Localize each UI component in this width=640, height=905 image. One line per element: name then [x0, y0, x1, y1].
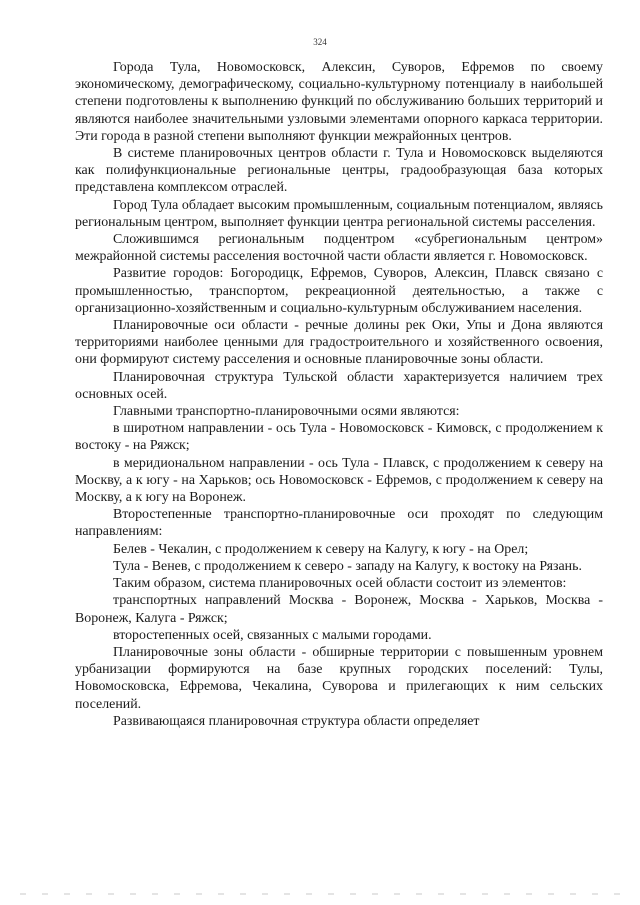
- paragraph: Планировочные зоны области - обширные территории с повышенным уровнем урбанизации формируются на базе крупных городских поселений: Тулы, Новомосковска, Ефремова, Чекалина, Суворова и прилегающих к ним сельских поселений.: [75, 644, 603, 712]
- paragraph: Город Тула обладает высоким промышленным, социальным потенциалом, являясь региональным центром, выполняет функции центра региональной системы расселения.: [75, 197, 603, 230]
- paragraph: В системе планировочных центров области г. Тула и Новомосковск выделяются как полифункциональные региональные центры, градообразующая база которых представлена комплексом отраслей.: [75, 146, 603, 196]
- document-body: [75, 59, 603, 730]
- paragraph: Развивающаяся планировочная структура области определяет: [113, 713, 480, 729]
- paragraph: в широтном направлении - ось Тула - Новомосковск - Кимовск, с продолжением к востоку - на Ряжск;: [75, 421, 603, 454]
- paragraph: в меридиональном направлении - ось Тула - Плавск, с продолжением к северу на Москву, а к югу - на Харьков; ось Новомосковск - Ефремов, с продолжением к северу на Москву, а к югу на Воронеж.: [75, 455, 603, 506]
- scan-artifact-line: [20, 893, 620, 895]
- paragraph: Планировочная структура Тульской области характеризуется наличием трех основных осей.: [75, 369, 603, 402]
- paragraph: второстепенных осей, связанных с малыми городами.: [113, 627, 432, 643]
- paragraph: Таким образом, система планировочных осей области состоит из элементов:: [113, 576, 567, 592]
- paragraph: Сложившимся региональным подцентром «субрегиональным центром» межрайонной системы расселения восточной части области является г. Новомосковск.: [75, 232, 603, 265]
- paragraph: Белев - Чекалин, с продолжением к северу на Калугу, к югу - на Орел;: [113, 541, 529, 557]
- paragraph: Развитие городов: Богородицк, Ефремов, Суворов, Алексин, Плавск связано с промышленностью, транспортом, рекреационной деятельностью, а также с организационно-хозяйственным и социально-культурным обслуживанием населения.: [75, 266, 603, 316]
- page-number: 324: [313, 37, 327, 47]
- paragraph: транспортных направлений Москва - Воронеж, Москва - Харьков, Москва - Воронеж, Калуга - Ряжск;: [75, 593, 603, 626]
- paragraph: Города Тула, Новомосковск, Алексин, Суворов, Ефремов по своему экономическому, демографическому, социально-культурному потенциалу в наибольшей степени подготовлены к выполнению функций по обслуживанию больших территорий и являются наиболее значительными узловыми элементами опорного каркаса территории. Эти города в разной степени выполняют функции межрайонных центров.: [75, 60, 603, 144]
- paragraph: Главными транспортно-планировочными осями являются:: [113, 404, 460, 420]
- paragraph: Планировочные оси области - речные долины рек Оки, Упы и Дона являются территориями наиболее ценными для градостроительного и хозяйственного освоения, они формируют систему расселения и основные планировочные зоны области.: [75, 318, 603, 368]
- paragraph: Тула - Венев, с продолжением к северо - западу на Калугу, к востоку на Рязань.: [113, 558, 582, 574]
- paragraph: Второстепенные транспортно-планировочные оси проходят по следующим направлениям:: [75, 507, 603, 540]
